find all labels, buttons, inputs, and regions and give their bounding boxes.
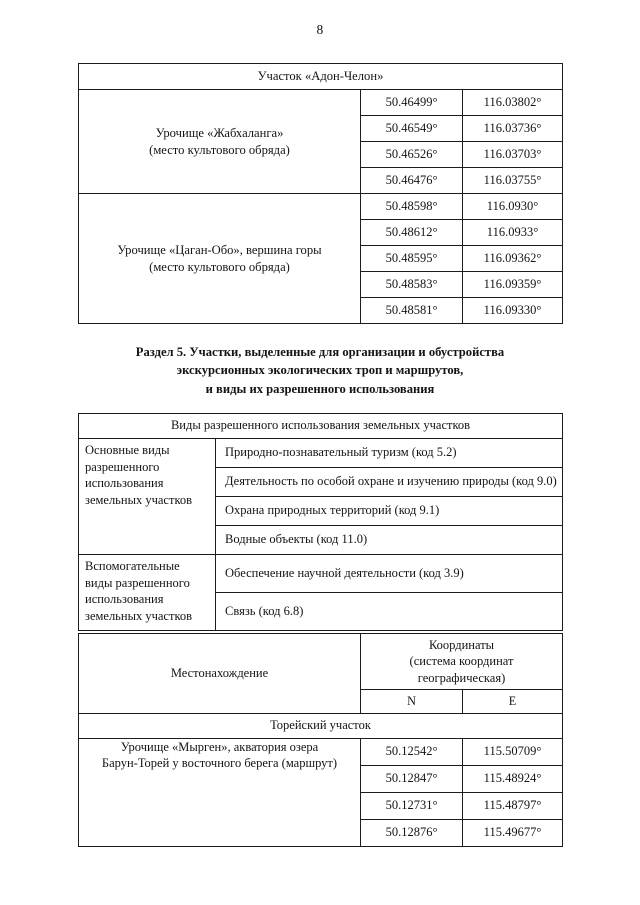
latitude-value: 50.46499° (361, 90, 463, 116)
land-use-item: Водные объекты (код 11.0) (216, 526, 563, 555)
section-heading (80, 343, 560, 398)
column-header-east: E (463, 689, 563, 713)
longitude-value: 115.50709° (463, 738, 563, 765)
longitude-value: 116.0933° (463, 220, 563, 246)
longitude-value: 116.03802° (463, 90, 563, 116)
longitude-value: 116.0930° (463, 194, 563, 220)
coordinates-header-line-2: (система координат географическая) (409, 654, 514, 685)
category-line-2: виды разрешенного (85, 575, 190, 590)
place-name-myrgen (79, 738, 361, 846)
category-line-1: Вспомогательные (85, 559, 180, 573)
table-title-adon-chelon: Участок «Адон-Челон» (79, 64, 563, 90)
table-row (79, 713, 563, 738)
land-use-item: Связь (код 6.8) (216, 593, 563, 631)
longitude-value: 116.03703° (463, 142, 563, 168)
coordinates-header-line-1: Координаты (428, 638, 495, 652)
longitude-value: 115.49677° (463, 819, 563, 846)
place-line-1: Урочище «Цаган-Обо», вершина горы (117, 243, 322, 258)
place-line-1: Урочище «Жабхаланга» (155, 126, 284, 141)
latitude-value: 50.46526° (361, 142, 463, 168)
longitude-value: 115.48797° (463, 792, 563, 819)
page-number: 8 (316, 22, 324, 37)
table-row (79, 414, 563, 439)
longitude-value: 116.09362° (463, 246, 563, 272)
category-line-4: земельных участков (85, 608, 193, 623)
category-line-4: земельных участков (85, 492, 193, 507)
latitude-value: 50.12876° (361, 819, 463, 846)
latitude-value: 50.12542° (361, 738, 463, 765)
category-line-3: использования (85, 476, 164, 491)
table-title-land-use: Виды разрешенного использования земельных участков (79, 414, 563, 439)
section-heading-line-1: Раздел 5. Участки, выделенные для организации и обустройства (135, 345, 505, 359)
land-use-item: Природно-познавательный туризм (код 5.2) (216, 439, 563, 468)
longitude-value: 116.03736° (463, 116, 563, 142)
table-permitted-land-use (78, 413, 563, 631)
place-line-2: (место культового обряда) (149, 259, 290, 274)
latitude-value: 50.48583° (361, 272, 463, 298)
table-row (79, 90, 563, 116)
table-toreysky-coordinates (78, 633, 563, 847)
latitude-value: 50.46549° (361, 116, 463, 142)
latitude-value: 50.48598° (361, 194, 463, 220)
table-row (79, 634, 563, 690)
latitude-value: 50.12847° (361, 765, 463, 792)
category-line-2: разрешенного (85, 459, 160, 474)
longitude-value: 116.09330° (463, 298, 563, 324)
land-use-item: Обеспечение научной деятельности (код 3.9) (216, 555, 563, 593)
table-row (79, 738, 563, 765)
table-row (79, 194, 563, 220)
latitude-value: 50.48612° (361, 220, 463, 246)
place-line-1: Урочище «Мырген», акватория озера (120, 739, 319, 754)
place-line-2: Барун-Торей у восточного берега (маршрут) (101, 756, 338, 770)
subsection-title-toreysky: Торейский участок (79, 713, 563, 738)
place-line-2: (место культового обряда) (149, 142, 290, 157)
longitude-value: 116.09359° (463, 272, 563, 298)
place-name-zhabkhalanga (79, 90, 361, 194)
latitude-value: 50.48581° (361, 298, 463, 324)
section-heading-line-3: и виды их разрешенного использования (205, 381, 435, 396)
column-header-coordinates (361, 634, 563, 690)
category-line-3: использования (85, 592, 164, 607)
table-row (79, 64, 563, 90)
latitude-value: 50.48595° (361, 246, 463, 272)
column-header-location: Местонахождение (79, 634, 361, 714)
table-row (79, 555, 563, 593)
land-use-item: Охрана природных территорий (код 9.1) (216, 497, 563, 526)
land-use-item: Деятельность по особой охране и изучению природы (код 9.0) (216, 468, 563, 497)
category-main-permitted-use (79, 439, 216, 555)
table-row (79, 439, 563, 468)
latitude-value: 50.12731° (361, 792, 463, 819)
longitude-value: 115.48924° (463, 765, 563, 792)
longitude-value: 116.03755° (463, 168, 563, 194)
latitude-value: 50.46476° (361, 168, 463, 194)
category-auxiliary-permitted-use (79, 555, 216, 631)
place-name-tsagan-obo (79, 194, 361, 324)
section-heading-line-2: экскурсионных экологических троп и маршрутов, (176, 363, 464, 378)
column-header-north: N (361, 689, 463, 713)
table-adon-chelon-coordinates (78, 63, 563, 324)
category-line-1: Основные виды (85, 443, 170, 457)
